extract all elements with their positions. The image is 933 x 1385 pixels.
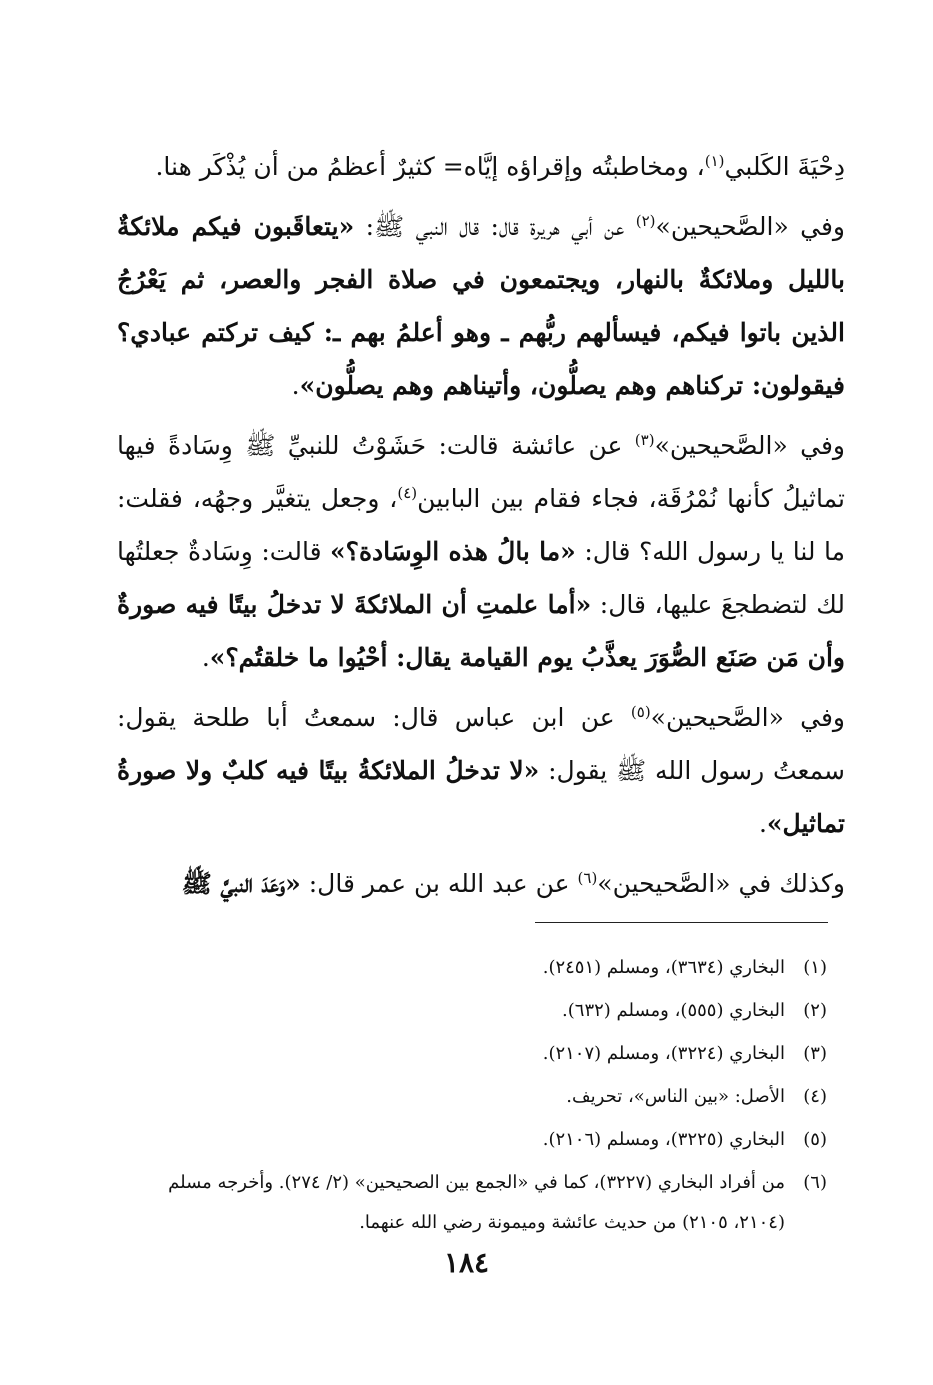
hadith-quote: «ما بالُ هذه الوِسَادة؟» (330, 537, 576, 566)
footnote (117, 1161, 827, 1243)
paragraph (117, 200, 845, 412)
text-run: وكذلك في «الصَّحيحين» (597, 869, 845, 898)
text-run: وفي «الصَّحيحين» (654, 431, 845, 460)
text-run: ، وجعل يتغيَّر وجهُه، فقلت: ما لنا يا رسول الله؟ قال: (117, 484, 846, 566)
footnote-text: الأصل: «بين الناس»، تحريف. (566, 1086, 785, 1107)
text-run: عن أبي هريرة قال: قال النبي ﷺ: (354, 212, 636, 241)
footnote (117, 1118, 827, 1161)
page-number: ١٨٤ (443, 1246, 490, 1279)
footnote-number: (٦) (803, 1172, 827, 1193)
text-run: قالت: وِسَادةٌ جعلتُها لك لتضطجعَ عليها، قال: (117, 537, 845, 619)
footnote (117, 989, 827, 1032)
footnote-marker: (١) (704, 152, 725, 170)
paragraph (117, 419, 845, 684)
footnotes (117, 946, 827, 1243)
hadith-quote: «لا تدخلُ الملائكةُ بيتًا فيه كلبٌ ولا صورةُ تماثيل» (117, 756, 845, 838)
text-run: عن عائشة قالت: حَشَوْتُ للنبيِّ ﷺ وِسَادةً فيها تماثيلُ كأنها نُمْرُقَة، فجاء فقام بين البابين (117, 431, 845, 513)
text-run: عن ابن عباس قال: سمعتُ أبا طلحة يقول: سمعتُ رسول الله ﷺ يقول: (117, 703, 845, 785)
footnote-number: (٤) (803, 1086, 827, 1107)
hadith-quote: «أما علمتِ أن الملائكةَ لا تدخلُ بيتًا فيه صورةٌ وأن مَن صَنَع الصُّوَرَ يعذَّبُ يوم القيامة يقال: أحْيُوا ما خلقتُم؟» (117, 590, 845, 672)
main-text (117, 140, 845, 910)
footnote-marker: (٦) (577, 869, 598, 887)
text-run: وفي «الصَّحيحين» (655, 212, 845, 241)
footnote-text: البخاري (٣٢٢٤)، ومسلم (٢١٠٧). (542, 1043, 785, 1064)
text-run: دِحْيَةَ الكَلبي (724, 152, 845, 181)
text-run: عن عبد الله بن عمر قال: (300, 869, 578, 898)
footnote-number: (١) (803, 957, 827, 978)
text-run: . (201, 643, 210, 672)
footnote (117, 946, 827, 989)
footnote-text: من أفراد البخاري (٣٢٢٧)، كما في «الجمع بين الصحيحين» (٢/ ٢٧٤). وأخرجه مسلم (٢١٠٤، ٢١٠٥) من حديث عائشة وميمونة رضي الله عنهما. (168, 1172, 785, 1233)
text-run: . (758, 809, 767, 838)
text-run: ، ومخاطبتُه وإقراؤه إيَّاه= كثيرٌ أعظمُ من أن يُذْكَر هنا. (155, 152, 705, 181)
footnote-number: (٢) (803, 1000, 827, 1021)
hadith-quote: «يتعاقَبون فيكم ملائكةٌ بالليل وملائكةٌ بالنهار، ويجتمعون في صلاة الفجر والعصر، ثم يَعْرُجُ الذين باتوا فيكم، فيسألهم ربُّهم ـ وهو أعلمُ بهم ـ: كيف تركتم عبادي؟ فيقولون: تركناهم وهم يصلُّون، وأتيناهم وهم يصلُّون» (117, 212, 845, 400)
paragraph (117, 857, 845, 910)
paragraph (117, 691, 845, 850)
footnote-marker: (٣) (634, 431, 655, 449)
text-run: . (291, 371, 300, 400)
footnote-text: البخاري (٣٦٣٤)، ومسلم (٢٤٥١). (542, 957, 785, 978)
footnote (117, 1032, 827, 1075)
footnote-text: البخاري (٣٢٢٥)، ومسلم (٢١٠٦). (542, 1129, 785, 1150)
footnote-number: (٣) (803, 1043, 827, 1064)
footnote-marker: (٤) (397, 484, 418, 502)
footnote (117, 1075, 827, 1118)
text-run: وفي «الصَّحيحين» (650, 703, 845, 732)
footnote-text: البخاري (٥٥٥)، ومسلم (٦٣٢). (562, 1000, 785, 1021)
footnote-divider (535, 922, 828, 923)
footnote-marker: (٢) (635, 212, 656, 230)
footnote-number: (٥) (803, 1129, 827, 1150)
paragraph (117, 140, 845, 193)
footnote-marker: (٥) (630, 703, 651, 721)
hadith-quote: «وَعَدَ النبيَّ ﷺ (181, 869, 301, 898)
